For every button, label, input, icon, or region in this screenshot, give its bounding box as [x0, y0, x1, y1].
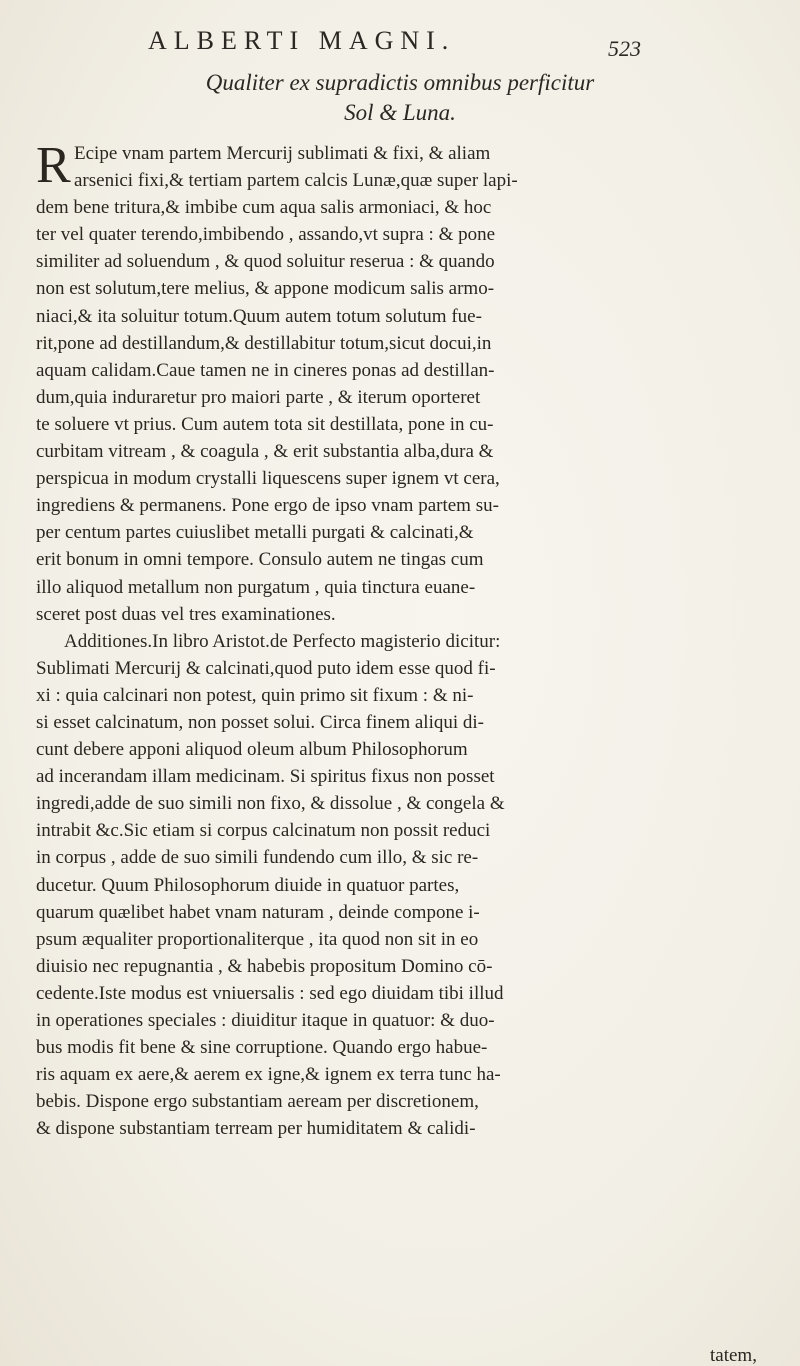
text-line: psum æqualiter proportionaliterque , ita quod non sit in eo [36, 928, 479, 950]
text-line: bus modis fit bene & sine corruptione. Quando ergo habue- [36, 1037, 488, 1059]
text-line: ris aquam ex aere,& aerem ex igne,& ignem ex terra tunc ha- [36, 1064, 501, 1086]
paragraph-recipe [36, 194, 788, 628]
text-line: si esset calcinatum, non posset solui. Circa finem aliqui di- [36, 711, 484, 733]
text-line: diuisio nec repugnantia , & habebis propositum Domino cō- [36, 955, 493, 977]
text-line: te soluere vt prius. Cum autem tota sit destillata, pone in cu- [36, 413, 494, 435]
text-line: ingredi,adde de suo simili non fixo, & dissolue , & congela & [36, 793, 505, 815]
running-head: ALBERTI MAGNI. [148, 26, 456, 55]
chapter-heading-line-2: Sol & Luna. [344, 100, 456, 125]
catchword: tatem, [710, 1345, 757, 1366]
text-line: quarum quælibet habet vnam naturam , deinde compone i- [36, 901, 480, 923]
text-line: Ecipe vnam partem Mercurij sublimati & fixi, & aliam [74, 143, 491, 164]
text-line: per centum partes cuiuslibet metalli purgati & calcinati,& [36, 522, 474, 544]
text-line: bebis. Dispone ergo substantiam aeream per discretionem, [36, 1091, 479, 1113]
text-line: cedente.Iste modus est vniuersalis : sed ego diuidam tibi illud [36, 982, 504, 1004]
text-line: non est solutum,tere melius, & appone modicum salis armo- [36, 278, 495, 300]
text-line: rit,pone ad destillandum,& destillabitur totum,sicut docui,in [36, 332, 492, 354]
text-line: similiter ad soluendum , & quod soluitur reserua : & quando [36, 251, 495, 273]
paragraph-additiones [36, 655, 788, 1143]
text-line: ad incerandam illam medicinam. Si spiritus fixus non posset [36, 766, 495, 788]
text-line: intrabit &c.Sic etiam si corpus calcinatum non possit reduci [36, 820, 491, 842]
text-line: ingrediens & permanens. Pone ergo de ipso vnam partem su- [36, 495, 499, 517]
text-line: curbitam vitream , & coagula , & erit substantia alba,dura & [36, 441, 494, 463]
text-line: cunt debere apponi aliquod oleum album Philosophorum [36, 739, 468, 761]
page-number: 523 [608, 36, 641, 61]
body-text [36, 140, 788, 1142]
text-line: aquam calidam.Caue tamen ne in cineres ponas ad destillan- [36, 359, 495, 381]
chapter-heading-line-1: Qualiter ex supradictis omnibus perficitur [205, 70, 595, 95]
drop-cap: R [36, 140, 71, 194]
text-line-additiones: Additiones.In libro Aristot.de Perfecto magisterio dicitur: [64, 630, 501, 652]
text-line: in operationes speciales : diuiditur itaque in quatuor: & duo- [36, 1010, 495, 1031]
text-line: arsenici fixi,& tertiam partem calcis Lunæ,quæ super lapi- [74, 170, 518, 192]
text-line: xi : quia calcinari non potest, quin primo sit fixum : & ni- [36, 684, 474, 706]
text-line: ter vel quater terendo,imbibendo , assando,vt supra : & pone [36, 224, 496, 246]
text-line: dem bene tritura,& imbibe cum aqua salis armoniaci, & hoc [36, 197, 492, 219]
text-line: erit bonum in omni tempore. Consulo autem ne tingas cum [36, 549, 484, 571]
text-line: illo aliquod metallum non purgatum , quia tinctura euane- [36, 576, 476, 598]
text-line: niaci,& ita soluitur totum.Quum autem totum solutum fue- [36, 305, 482, 327]
text-line: dum,quia induraretur pro maiori parte , & iterum oporteret [36, 386, 481, 408]
text-line: Sublimati Mercurij & calcinati,quod puto idem esse quod fi- [36, 657, 496, 679]
text-line: perspicua in modum crystalli liquescens super ignem vt cera, [36, 468, 500, 490]
text-line: sceret post duas vel tres examinationes. [36, 603, 336, 625]
text-line: & dispone substantiam terream per humiditatem & calidi- [36, 1118, 476, 1140]
text-line: ducetur. Quum Philosophorum diuide in quatuor partes, [36, 874, 460, 896]
opening-paragraph-start [36, 140, 788, 194]
text-line: in corpus , adde de suo simili fundendo cum illo, & sic re- [36, 847, 479, 869]
